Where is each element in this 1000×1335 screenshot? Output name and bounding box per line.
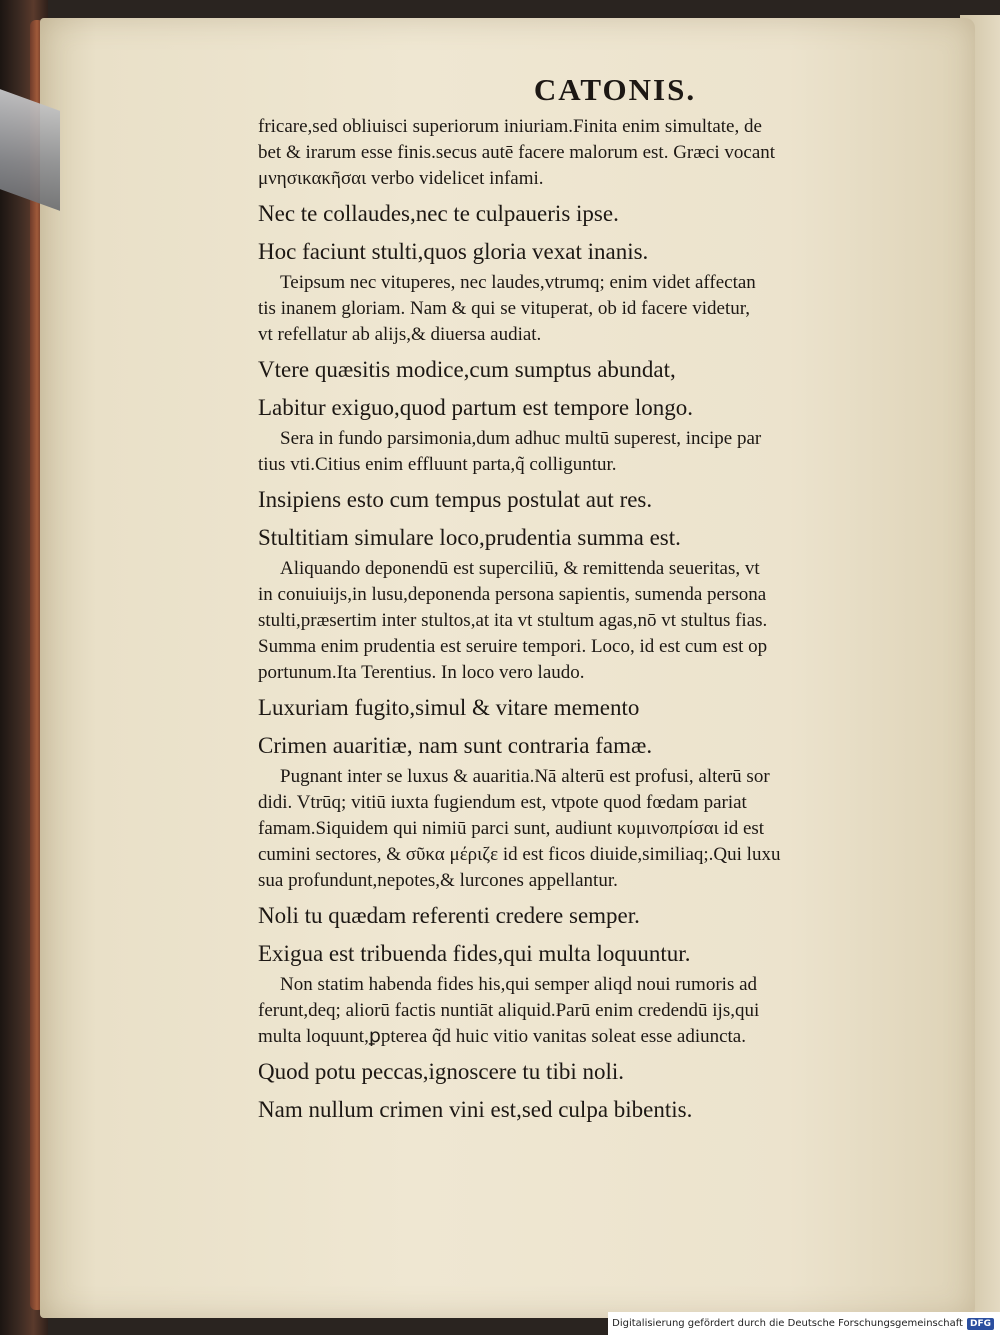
commentary-line: cumini sectores, & σῦκα μέριζε id est ficos diuide,similiaq;.Qui luxu — [258, 844, 781, 865]
commentary-line: Aliquando deponendū est superciliū, & remittenda seueritas, vt — [280, 558, 760, 579]
verse-line: Stultitiam simulare loco,prudentia summa est. — [258, 525, 681, 550]
commentary-line: bet & irarum esse finis.secus autē facere malorum est. Græci vocant — [258, 142, 776, 163]
commentary-line: Summa enim prudentia est seruire tempori. Loco, id est cum est op — [258, 636, 768, 657]
commentary-line: tius vti.Citius enim effluunt parta,q̃ colliguntur. — [258, 454, 617, 475]
verse-line: Labitur exiguo,quod partum est tempore longo. — [258, 395, 693, 420]
commentary-line: didi. Vtrūq; vitiū iuxta fugiendum est, vtpote quod fœdam pariat — [258, 792, 747, 813]
commentary-line: multa loquunt,ꝑpterea q̃d huic vitio vanitas soleat esse adiuncta. — [258, 1026, 746, 1047]
verse-line: Nam nullum crimen vini est,sed culpa bibentis. — [258, 1097, 693, 1122]
footer-text: Digitalisierung gefördert durch die Deutsche Forschungsgemeinschaft — [612, 1318, 963, 1329]
commentary-line: ferunt,deq; aliorū factis nuntiāt aliquid.Parū enim credendū ijs,qui — [258, 1000, 760, 1021]
dfg-logo: DFG — [967, 1318, 994, 1330]
commentary-line: Teipsum nec vituperes, nec laudes,vtrumq; enim videt affectan — [280, 272, 756, 293]
page-clip — [0, 89, 60, 211]
commentary-line: stulti,præsertim inter stultos,at ita vt stultum agas,nō vt stultus fias. — [258, 610, 768, 631]
verse-line: Vtere quæsitis modice,cum sumptus abundat, — [258, 357, 676, 382]
verse-line: Hoc faciunt stulti,quos gloria vexat inanis. — [258, 239, 649, 264]
commentary-line: fricare,sed obliuisci superiorum iniuriam.Finita enim simultate, de — [258, 116, 762, 137]
running-header: CATONIS. — [533, 72, 697, 107]
commentary-line: μνησικακῆσαι verbo videlicet infami. — [258, 168, 544, 189]
page-text — [258, 72, 882, 1128]
commentary-line: portunum.Ita Terentius. In loco vero laudo. — [258, 662, 585, 683]
commentary-line: vt refellatur ab alijs,& diuersa audiat. — [258, 324, 542, 345]
text-block — [258, 114, 882, 1124]
verse-line: Insipiens esto cum tempus postulat aut res. — [258, 487, 653, 512]
verse-line: Exigua est tribuenda fides,qui multa loquuntur. — [258, 941, 691, 966]
commentary-line: sua profundunt,nepotes,& lurcones appellantur. — [258, 870, 618, 891]
verse-line: Quod potu peccas,ignoscere tu tibi noli. — [258, 1059, 625, 1084]
commentary-line: Sera in fundo parsimonia,dum adhuc multū superest, incipe par — [280, 428, 762, 449]
commentary-line: Non statim habenda fides his,qui semper aliqd noui rumoris ad — [280, 974, 758, 995]
verse-line: Luxuriam fugito,simul & vitare memento — [258, 695, 640, 720]
verse-line: Noli tu quædam referenti credere semper. — [258, 903, 640, 928]
verse-line: Crimen auaritiæ, nam sunt contraria famæ. — [258, 733, 653, 758]
commentary-line: famam.Siquidem qui nimiū parci sunt, audiunt κυμινοπρίσαι id est — [258, 818, 765, 839]
commentary-line: Pugnant inter se luxus & auaritia.Nā alterū est profusi, alterū sor — [280, 766, 770, 787]
commentary-line: in conuiuijs,in lusu,deponenda persona sapientis, sumenda persona — [258, 584, 767, 605]
digitization-footer — [608, 1312, 1000, 1335]
verse-line: Nec te collaudes,nec te culpaueris ipse. — [258, 201, 619, 226]
commentary-line: tis inanem gloriam. Nam & qui se vituperat, ob id facere videtur, — [258, 298, 751, 319]
